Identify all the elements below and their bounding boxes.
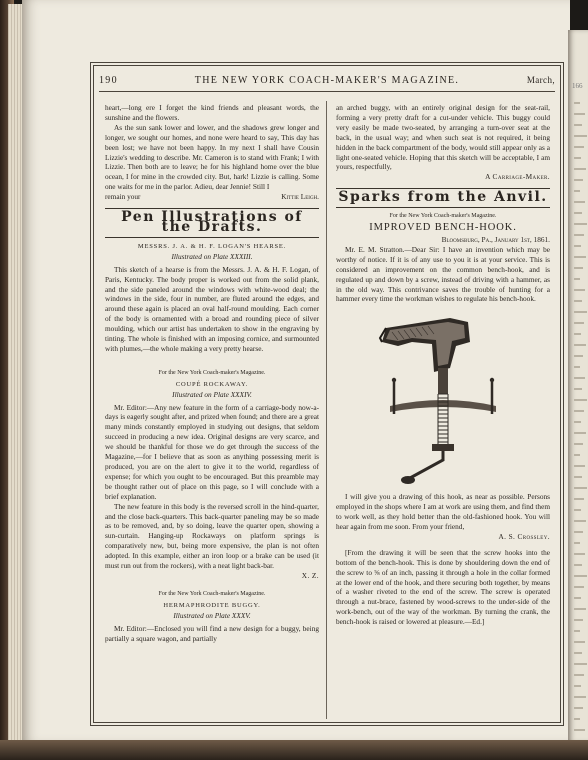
adjacent-text-line — [574, 696, 586, 698]
adjacent-text-line — [574, 300, 582, 302]
adjacent-text-line — [574, 102, 580, 104]
adjacent-text-line — [574, 399, 587, 401]
article-heading-rockaway: COUPÉ ROCKAWAY. — [175, 380, 249, 388]
adjacent-text-line — [574, 674, 584, 676]
adjacent-text-line — [574, 113, 585, 115]
adjacent-text-line — [574, 135, 587, 137]
adjacent-text-line — [574, 245, 581, 247]
adjacent-text-line — [574, 223, 587, 225]
column-divider — [326, 101, 327, 719]
adjacent-text-line — [574, 410, 584, 412]
article-body-buggy: Mr. Editor:—Enclosed you will find a new design for a buggy, being partially a square wagon, and partially — [105, 623, 319, 643]
article-body-hearse: This sketch of a hearse is from the Messrs. J. A. & H. F. Logan, of Paris, Kentucky. The body proper is worked out from the solid plank, and the side paneled around the windows with white-wood deal; the windows in the side, four in number, are fluted around the edges, and around these again is placed an oval half-round moulding. Each corner of the body is ornamented with a broad and rounding piece of silver moulding, which our artist has undertaken to show in the engraving by tinting. The whole is finished with an imposing cornice, and surmounted with plumes,—the whole making a very pretty hearse. — [105, 264, 319, 353]
adjacent-text-line — [574, 201, 585, 203]
plate-reference: Illustrated on Plate XXXIII. — [171, 251, 253, 261]
adjacent-text-line — [574, 432, 586, 434]
article-paragraph: Mr. Editor:—Any new feature in the form of a carriage-body now-a-days is eagerly sought after, and prized when found; and there are a great many minds constantly employed in studying out designs, that seldom succeed in producing a new idea. Original designs are very scarce, and we should be thankful for those we do get through the success of the Magazine,—for I believe that as soon as anything possessing merit is produced, you are on the alert to give it to the world, regardless of expense; for which you ought to be encouraged. But this preamble may be thought rather out of place on this page, so I will conclude with a brief explanation. — [105, 402, 319, 501]
adjacent-page-edge — [568, 30, 588, 742]
plate-reference: Illustrated on Plate XXXIV. — [172, 389, 252, 399]
adjacent-text-line — [574, 454, 580, 456]
adjacent-text-line — [574, 685, 581, 687]
adjacent-text-line — [574, 355, 583, 357]
adjacent-text-line — [574, 333, 581, 335]
adjacent-text-line — [574, 575, 587, 577]
adjacent-page-number: 166 — [572, 82, 583, 90]
adjacent-text-line — [574, 586, 584, 588]
adjacent-text-line — [574, 630, 580, 632]
magazine-page — [22, 0, 570, 742]
editor-note: [From the drawing it will be seen that the screw hooks into the bottom of the bench-hook. This is done by shouldering down the end of the screw to ⅝ of an inch, passing it through a hole in the collar formed at the lower end of the hook, and there securing both together, by means of a washer riveted to the end of the screw. The screw is operated through a nut-brace, fastened by wood-screws to the under-side of the work-bench, out of the way of the workman. By turning the crank, the bench-hook is raised or lowered at pleasure.—Ed.] — [336, 547, 550, 627]
adjacent-text-line — [574, 157, 581, 159]
article-paragraph: The new feature in this body is the reversed scroll in the hind-quarter, and the close back-quarters. This back-quarter paneling may be so made as to be removed, and, by so doing, leave the quarter open, showing a sun-curtain. Hanging-up Rockaways on platform springs is comparatively new, but, being more expensive, the plan is not often adopted. In this example, either an iron loop or a brake can be used (it must run out from the rockers), with a neat light back-bar. — [105, 501, 319, 571]
adjacent-text-line — [574, 421, 581, 423]
header-rule — [99, 91, 555, 92]
intro-paragraph: As the sun sank lower and lower, and the shadows grew longer and longer, we sought our homes, and none were heard to say, This day has been lost; we have not been happy. In my next I shall have Cousin Lizzie's wedding to describe. Mr. Cameron is to stand with Frank; I with Lizzie. Then both are to leave; he for his highland home over the blue ocean, I for mine in the crowded city. But, hark! Lizzie is calling. Some one waits for me in the parlor. Adieu, dear Jennie! Still I — [105, 122, 319, 192]
source-note: For the New York Coach-maker's Magazine. — [158, 369, 266, 376]
left-column — [105, 103, 319, 643]
adjacent-text-line — [574, 476, 582, 478]
running-head — [99, 73, 555, 89]
adjacent-text-line — [574, 388, 582, 390]
book-cover-bottom — [0, 740, 588, 760]
signature-crossley: A. S. Crossley. — [498, 531, 550, 541]
adjacent-text-line — [574, 707, 583, 709]
adjacent-text-line — [574, 564, 582, 566]
adjacent-text-line — [574, 718, 580, 720]
closing-text: remain your — [105, 192, 141, 202]
page-frame — [90, 62, 564, 726]
signature-xz: X. Z. — [301, 570, 319, 580]
adjacent-text-line — [574, 641, 585, 643]
right-column — [336, 103, 550, 627]
adjacent-text-line — [574, 553, 585, 555]
adjacent-text-line — [574, 487, 587, 489]
adjacent-text-line — [574, 465, 585, 467]
adjacent-text-line — [574, 377, 585, 379]
magazine-title: THE NEW YORK COACH-MAKER'S MAGAZINE. — [194, 75, 460, 86]
adjacent-text-line — [574, 289, 585, 291]
source-note: For the New York Coach-maker's Magazine. — [158, 590, 266, 597]
signature-kittie: Kittie Leigh. — [281, 192, 319, 202]
adjacent-text-line — [574, 344, 586, 346]
adjacent-text-line — [574, 608, 586, 610]
adjacent-text-line — [574, 619, 583, 621]
adjacent-text-line — [574, 366, 580, 368]
adjacent-text-line — [574, 267, 583, 269]
adjacent-text-line — [574, 212, 582, 214]
adjacent-text-line — [574, 509, 581, 511]
bench-hook-engraving-icon — [368, 308, 518, 488]
adjacent-text-line — [574, 498, 584, 500]
adjacent-text-line — [574, 597, 581, 599]
adjacent-text-line — [574, 124, 582, 126]
letter-intro: Mr. E. M. Stratton.—Dear Sir: I have an invention which may be worthy of notice. If it is of any use to you it is at your service. This is considered an improvement on the common bench-hook, and is regulated up and down by a screw, instead of driving with a hammer, as in the old way. This contrivance saves the trouble of hunting for a hammer every time the workman wishes to regulate his bench-hook. — [336, 244, 550, 304]
adjacent-text-line — [574, 729, 585, 731]
section-heading-pen-illustrations: Pen Illustrations of the Drafts. — [105, 208, 319, 238]
section-heading-sparks: Sparks from the Anvil. — [336, 188, 550, 208]
adjacent-text-line — [574, 256, 586, 258]
adjacent-text-line — [574, 322, 584, 324]
adjacent-text-line — [574, 520, 586, 522]
adjacent-text-line — [574, 168, 586, 170]
article-heading-hearse: MESSRS. J. A. & H. F. LOGAN'S HEARSE. — [137, 242, 287, 250]
adjacent-text-line — [574, 190, 580, 192]
adjacent-text-line — [574, 531, 583, 533]
dateline: Bloomsburg, Pa., January 1st, 1861. — [441, 234, 550, 244]
article-heading-buggy: HERMAPHRODITE BUGGY. — [163, 601, 261, 609]
page-number: 190 — [99, 75, 118, 86]
issue-month: March, — [526, 75, 555, 85]
signature-carriage-maker: A Carriage-Maker. — [485, 172, 550, 182]
adjacent-text-line — [574, 234, 584, 236]
adjacent-text-line — [574, 652, 582, 654]
intro-paragraph: heart,—long ere I forget the kind friends and pleasant words, the sunshine and the flowers. — [105, 103, 319, 122]
adjacent-text-line — [574, 278, 580, 280]
continuation-paragraph: an arched buggy, with an entirely original design for the seat-rail, forming a very pretty draft for a cut-under vehicle. This buggy could very easily be made two-seated, by arranging a turn-over seat at the back, in the usual way; and when such seat is not required, it being hidden in the back compartment of the body, would still appear only as a light one-seated vehicle. Hoping that this sketch will be acceptable, I am yours, respectfully, — [336, 103, 550, 172]
adjacent-text-line — [574, 443, 583, 445]
letter-after-figure: I will give you a drawing of this hook, as near as possible. Persons employed in the shops where I am at work are using them, and find them to work well, as they hold better than the old-fashioned hook. You will hear again from me soon. From your friend, — [336, 492, 550, 532]
adjacent-text-line — [574, 542, 580, 544]
plate-reference: Illustrated on Plate XXXV. — [173, 610, 251, 620]
adjacent-text-line — [574, 663, 587, 665]
adjacent-text-line — [574, 146, 584, 148]
adjacent-text-line — [574, 179, 583, 181]
letter-signoff — [105, 192, 319, 202]
article-heading-bench-hook: IMPROVED BENCH-HOOK. — [369, 222, 517, 234]
adjacent-text-line — [574, 311, 587, 313]
source-note: For the New York Coach-maker's Magazine. — [389, 213, 497, 220]
